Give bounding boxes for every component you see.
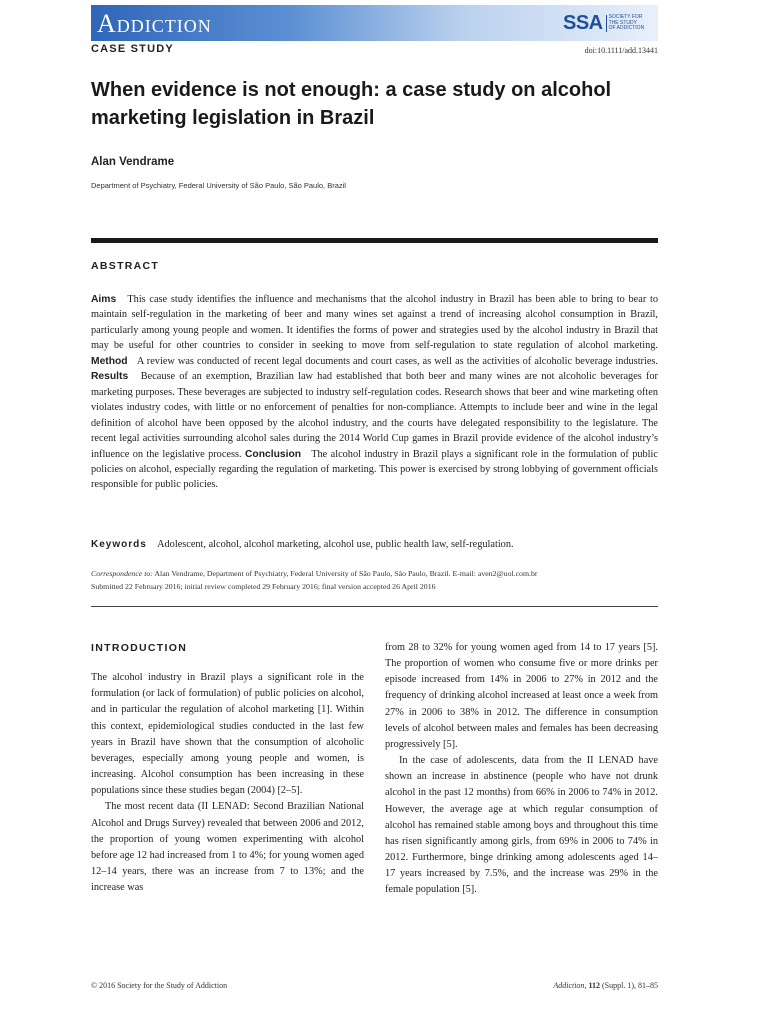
paragraph: The most recent data (II LENAD: Second Brazilian National Alcohol and Drugs Survey) revealed that between 2006 and 2012, the proportion of young women experimenting with alcohol before age 12 had increased from 1 to 4%; for young women aged 12–14 years, there was an increase from 7 to 13%; and the increase was <box>91 801 364 894</box>
section-label: CASE STUDY <box>91 43 174 55</box>
results-text: Because of an exemption, Brazilian law had established that both beer and many wines are not alcoholic beverages for marketing purposes. These beverages are subjected to industry self-regulation codes. Research shows that beer and wine marketing often violates industry codes, with little or no enforcement of penalties for non-compliance. Attempts to include beer and wine in the legal definition of alcohol have been opposed by the alcohol industry, and the courts have delegated responsibility to the legislature. The recent legal activities surrounding alcohol sales during the 2014 World Cup games in Brazil provide evidence of the alcohol industry’s influence on the legislative process. <box>91 371 658 460</box>
conclusion-label: Conclusion <box>244 448 302 460</box>
aims-label: Aims <box>91 294 117 305</box>
body-column-right <box>385 640 658 899</box>
abstract-body <box>91 292 658 493</box>
keywords-text: Adolescent, alcohol, alcohol marketing, alcohol use, public health law, self-regulation. <box>157 539 514 550</box>
author-name: Alan Vendrame <box>91 156 175 168</box>
results-label: Results <box>91 371 129 383</box>
conclusion-text: The alcohol industry in Brazil plays a significant role in the formulation of public policies on alcohol, especially regarding the regulation of marketing. This power is exercised by strong lobbying of government officials responsible for public policies. <box>91 448 658 491</box>
aims-text: This case study identifies the influence and mechanisms that the alcohol industry in Brazil has been able to bring to bear to maintain self-regulation in the marketing of beer and many wines set against a trend of increasing alcohol consumption in Brazil, particularly among young people and women. It identifies the forms of power and strategies used by the alcohol industry in Brazil that may be useful for other countries to consider in seeking to move from self-regulation to state regulation of alcohol marketing. <box>91 294 658 352</box>
method-label: Method <box>91 355 128 367</box>
paragraph: from 28 to 32% for young women aged from 14 to 17 years [5]. The proportion of women who consume five or more drinks per episode increased from 14% in 2006 to 27% in 2012 and the frequency of drinking alcohol increased at least once a week from 27% in 2006 to 38% in 2012. The difference in consumption levels of alcohol between males and females has been decreasing progressively [5]. <box>385 642 658 750</box>
doi[interactable]: doi:10.1111/add.13441 <box>584 46 658 55</box>
publisher-logo <box>563 12 645 35</box>
journal-name: Addiction <box>97 9 212 38</box>
introduction-heading: INTRODUCTION <box>91 642 188 654</box>
footer-volume: 112 <box>588 981 600 990</box>
footer-citation: Addiction, 112 (Suppl. 1), 81–85 <box>553 981 658 990</box>
ssa-logo-text: SOCIETY FOR THE STUDY OF ADDICTION <box>606 15 645 32</box>
body-divider <box>91 606 658 607</box>
body-column-left <box>91 640 364 896</box>
title-divider <box>91 238 658 243</box>
correspondence <box>91 568 658 593</box>
keywords <box>91 539 658 550</box>
author-affiliation: Department of Psychiatry, Federal University of São Paulo, São Paulo, Brazil <box>91 181 346 190</box>
correspondence-label: Correspondence to: <box>91 569 153 578</box>
footer-copyright: © 2016 Society for the Study of Addiction <box>91 981 228 990</box>
footer-pages: (Suppl. 1), 81–85 <box>602 981 658 990</box>
correspondence-text: Alan Vendrame, Department of Psychiatry, Federal University of São Paulo, São Paulo, Brazil. E-mail: aven2@uol.com.br <box>154 569 538 578</box>
keywords-label: Keywords <box>91 539 147 550</box>
abstract-heading: ABSTRACT <box>91 260 160 272</box>
paragraph: In the case of adolescents, data from the II LENAD have shown an increase in abstinence (people who have not drunk alcohol in the past 12 months) from 66% in 2006 to 74% in 2012. However, the average age at which regular consumption of alcohol has remained stable among boys and throughout this time has risen significantly among girls, from 69% in 2006 to 74% in 2012. Furthermore, binge drinking among adolescents aged 14–17 years increased by 7.5%, and the increase was 29% in the female population [5]. <box>385 755 658 896</box>
submission-dates: Submitted 22 February 2016; initial review completed 29 February 2016; final version accepted 26 April 2016 <box>91 581 436 591</box>
ssa-logo-mark: SSA <box>563 12 603 34</box>
article-title: When evidence is not enough: a case study on alcohol marketing legislation in Brazil <box>91 79 612 129</box>
paragraph: The alcohol industry in Brazil plays a significant role in the formulation (or lack of formulation) of public policies on alcohol, and in particular the regulation of alcohol marketing [1]. Within this context, epidemiological studies conducted in the last few years in Brazil have shown that the consumption of alcoholic beverages, especially among young people and women, is increasing. Alcohol consumption has been increasing in these populations since these studies began (2004) [2–5]. <box>91 672 364 797</box>
footer-journal: Addiction <box>553 981 585 990</box>
method-text: A review was conducted of recent legal documents and court cases, as well as the activities of alcoholic beverage industries. <box>136 355 658 367</box>
